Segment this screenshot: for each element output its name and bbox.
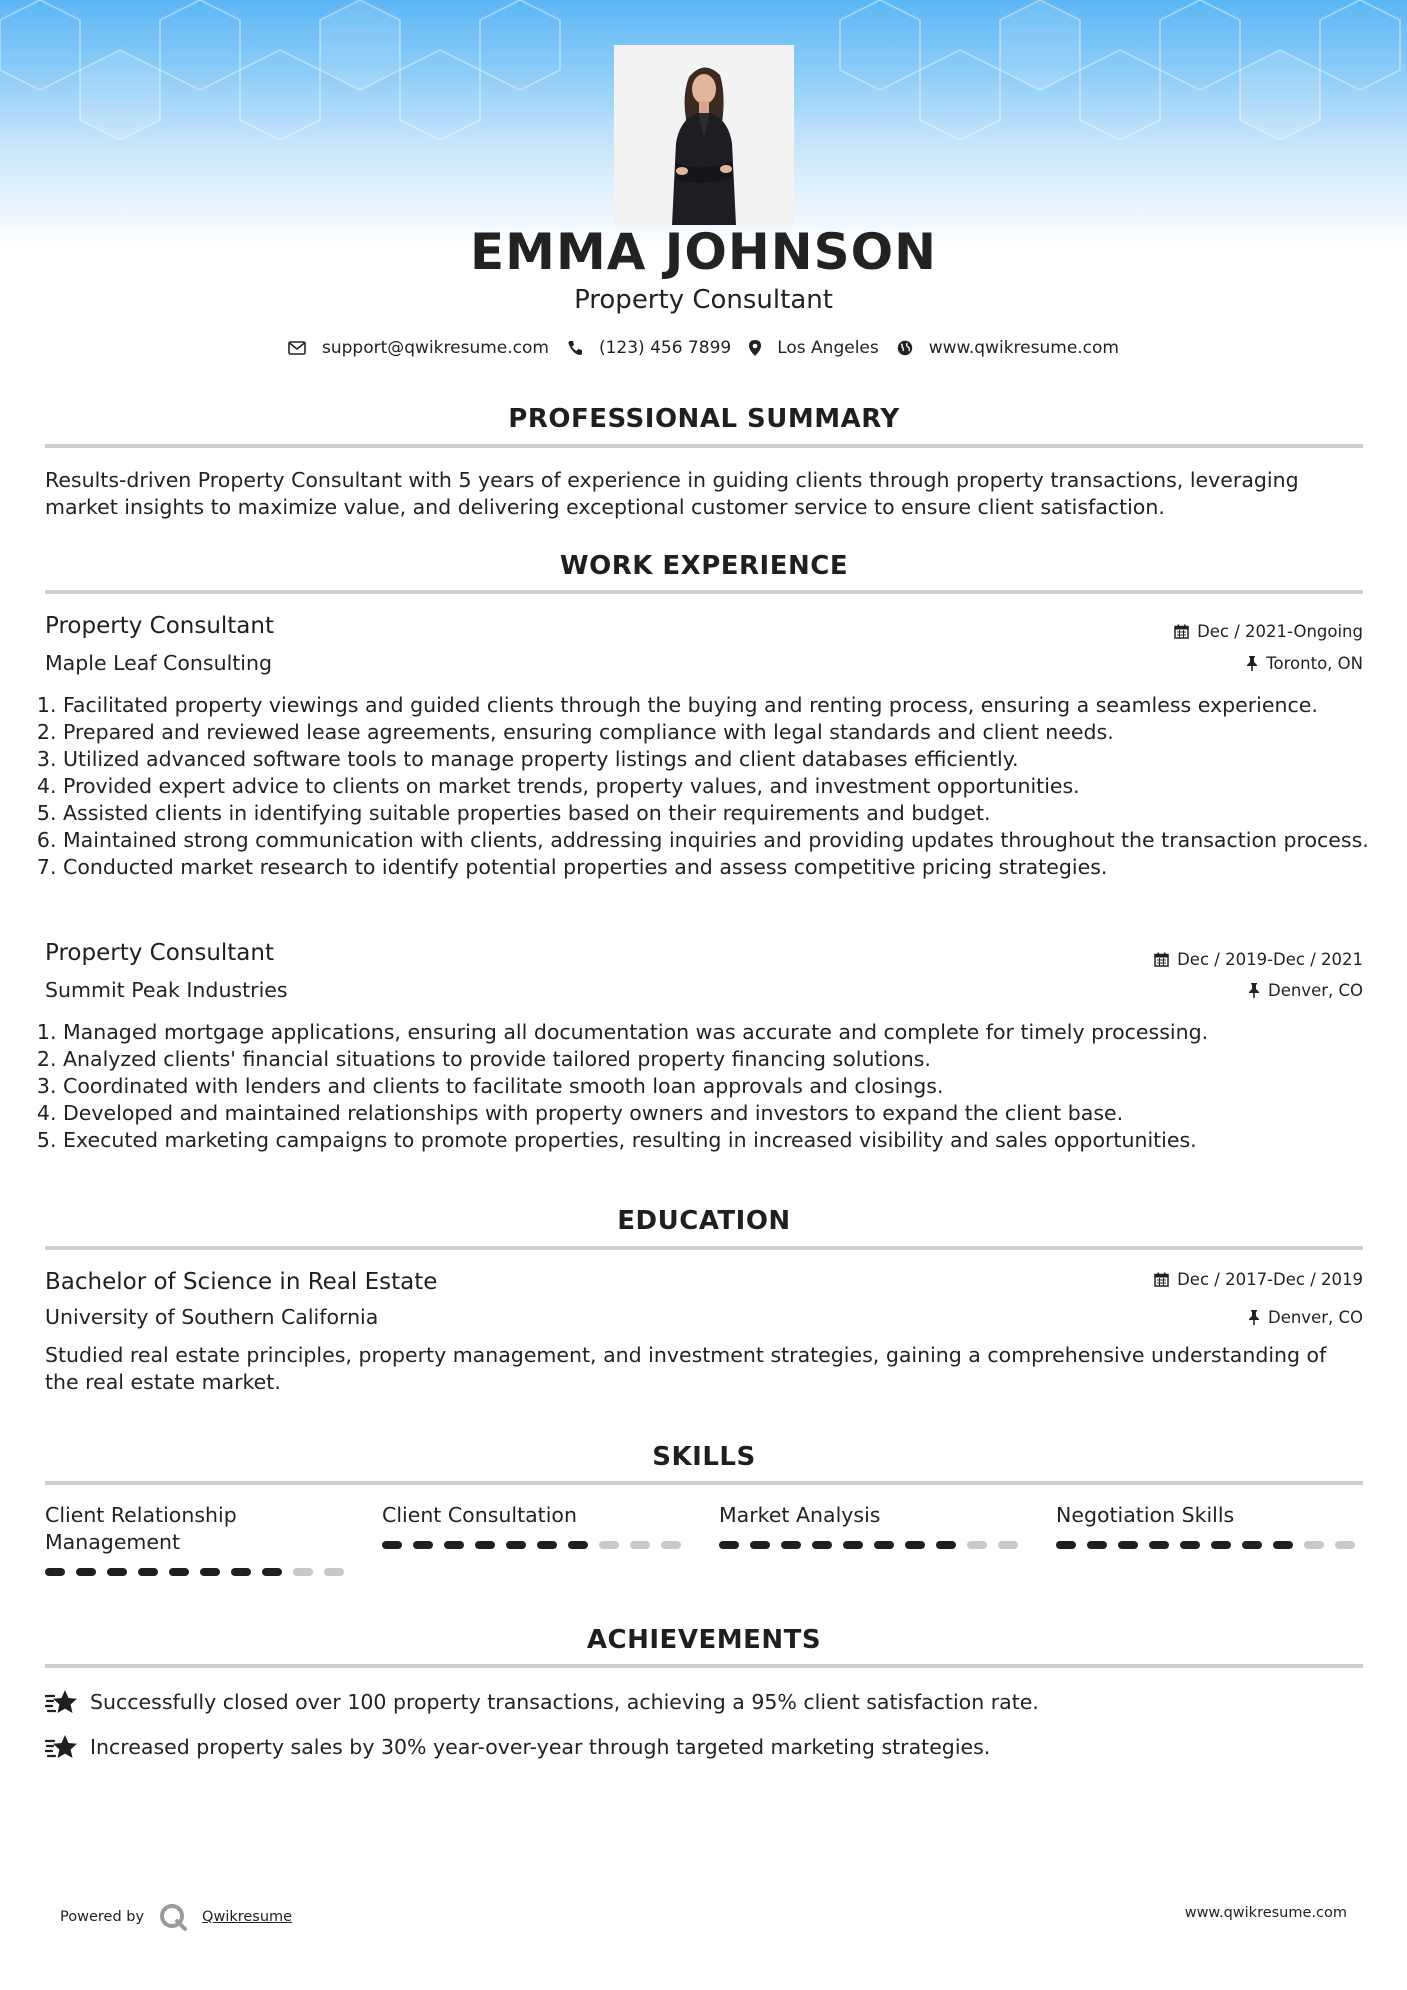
rating-dot-filled xyxy=(936,1541,956,1549)
education-heading: EDUCATION xyxy=(617,1206,791,1236)
rating-dot-filled xyxy=(45,1568,65,1576)
rating-dot-empty xyxy=(998,1541,1018,1549)
job-date-text: Dec / 2021-Ongoing xyxy=(1197,622,1363,641)
achievement-text: Increased property sales by 30% year-over-year through targeted marketing strategies. xyxy=(90,1735,991,1759)
summary-text: Results-driven Property Consultant with 5 years of experience in guiding clients through property transactions, leveraging market insights to maximize value, and delivering exceptional customer service to ensure client satisfaction. xyxy=(45,468,1299,519)
education-location-text: Denver, CO xyxy=(1267,1308,1363,1327)
job-title: Property Consultant xyxy=(45,613,275,639)
map-pin-icon xyxy=(749,340,761,356)
summary-divider xyxy=(45,444,1363,448)
rating-dot-filled xyxy=(568,1541,588,1549)
rating-dot-empty xyxy=(630,1541,650,1549)
skill-name: Negotiation Skills xyxy=(1056,1503,1235,1527)
rating-dot-filled xyxy=(1118,1541,1138,1549)
skill-name: Market Analysis xyxy=(719,1503,881,1527)
skill-item xyxy=(382,1502,682,1549)
brand-link[interactable]: Qwikresume xyxy=(202,1909,293,1925)
profile-photo xyxy=(614,45,794,225)
rating-dot-filled xyxy=(506,1541,526,1549)
website-text: www.qwikresume.com xyxy=(928,338,1119,358)
job-date xyxy=(1174,622,1363,641)
rating-dot-filled xyxy=(413,1541,433,1549)
skill-rating xyxy=(1056,1541,1356,1549)
experience-heading: WORK EXPERIENCE xyxy=(559,551,849,581)
education-degree: Bachelor of Science in Real Estate xyxy=(45,1269,438,1295)
calendar-icon xyxy=(1154,952,1169,967)
summary-heading: PROFESSIONAL SUMMARY xyxy=(508,404,900,434)
rating-dot-empty xyxy=(324,1568,344,1576)
rating-dot-filled xyxy=(1149,1541,1169,1549)
list-item: 3. Coordinated with lenders and clients to facilitate smooth loan approvals and closings. xyxy=(63,1073,1385,1100)
skill-item xyxy=(1056,1502,1356,1549)
education-school: University of Southern California xyxy=(45,1305,379,1329)
job-date xyxy=(1154,950,1363,969)
rating-dot-filled xyxy=(76,1568,96,1576)
candidate-name: EMMA JOHNSON xyxy=(470,223,937,281)
pushpin-icon xyxy=(1246,656,1258,671)
rating-dot-filled xyxy=(200,1568,220,1576)
list-item: 4. Developed and maintained relationships with property owners and investors to expand the client base. xyxy=(63,1100,1385,1127)
experience-divider xyxy=(45,590,1363,594)
skill-rating xyxy=(719,1541,1019,1549)
job-location-text: Denver, CO xyxy=(1267,981,1363,1000)
job-location xyxy=(1246,654,1363,673)
shooting-star-icon xyxy=(45,1688,78,1716)
achievement-item xyxy=(45,1733,990,1761)
rating-dot-filled xyxy=(475,1541,495,1549)
education-date xyxy=(1154,1270,1363,1289)
rating-dot-empty xyxy=(967,1541,987,1549)
rating-dot-filled xyxy=(905,1541,925,1549)
pushpin-icon xyxy=(1248,983,1260,998)
rating-dot-empty xyxy=(1304,1541,1324,1549)
rating-dot-filled xyxy=(138,1568,158,1576)
shooting-star-icon xyxy=(45,1733,78,1761)
rating-dot-filled xyxy=(382,1541,402,1549)
location-text: Los Angeles xyxy=(777,338,879,358)
rating-dot-filled xyxy=(843,1541,863,1549)
rating-dot-filled xyxy=(169,1568,189,1576)
skills-divider xyxy=(45,1481,1363,1485)
rating-dot-empty xyxy=(599,1541,619,1549)
rating-dot-filled xyxy=(812,1541,832,1549)
rating-dot-filled xyxy=(444,1541,464,1549)
rating-dot-filled xyxy=(874,1541,894,1549)
globe-icon xyxy=(897,340,913,356)
skills-heading: SKILLS xyxy=(652,1442,756,1472)
rating-dot-filled xyxy=(231,1568,251,1576)
contact-phone[interactable] xyxy=(567,338,731,358)
footer-powered-by xyxy=(60,1902,292,1932)
job-location xyxy=(1248,981,1363,1000)
candidate-role: Property Consultant xyxy=(574,285,833,315)
achievements-heading: ACHIEVEMENTS xyxy=(586,1625,822,1655)
list-item: 2. Prepared and reviewed lease agreements, ensuring compliance with legal standards and client needs. xyxy=(63,719,1385,746)
list-item: 4. Provided expert advice to clients on market trends, property values, and investment opportunities. xyxy=(63,773,1385,800)
calendar-icon xyxy=(1174,624,1189,639)
list-item: 3. Utilized advanced software tools to manage property listings and client databases efficiently. xyxy=(63,746,1385,773)
education-date-text: Dec / 2017-Dec / 2019 xyxy=(1177,1270,1363,1289)
calendar-icon xyxy=(1154,1272,1169,1287)
list-item: 1. Facilitated property viewings and guided clients through the buying and renting process, ensuring a seamless experience. xyxy=(63,692,1385,719)
job-title: Property Consultant xyxy=(45,940,275,966)
rating-dot-filled xyxy=(719,1541,739,1549)
footer-website[interactable]: www.qwikresume.com xyxy=(1184,1905,1347,1921)
list-item: 2. Analyzed clients' financial situations to provide tailored property financing solutions. xyxy=(63,1046,1385,1073)
rating-dot-filled xyxy=(781,1541,801,1549)
list-item: 5. Assisted clients in identifying suitable properties based on their requirements and budget. xyxy=(63,800,1385,827)
education-divider xyxy=(45,1246,1363,1250)
contact-email[interactable] xyxy=(288,338,549,358)
job-company: Maple Leaf Consulting xyxy=(45,651,273,675)
skill-item xyxy=(719,1502,1019,1549)
list-item: 1. Managed mortgage applications, ensuring all documentation was accurate and complete for timely processing. xyxy=(63,1019,1385,1046)
rating-dot-filled xyxy=(1273,1541,1293,1549)
achievement-text: Successfully closed over 100 property transactions, achieving a 95% client satisfaction rate. xyxy=(90,1690,1039,1714)
list-item: 6. Maintained strong communication with clients, addressing inquiries and providing updates throughout the transaction process. xyxy=(63,827,1385,854)
skill-name: Client Consultation xyxy=(382,1503,577,1527)
skill-rating xyxy=(45,1568,345,1576)
job-responsibilities xyxy=(45,692,1385,881)
powered-by-label: Powered by xyxy=(60,1909,145,1925)
job-location-text: Toronto, ON xyxy=(1266,654,1363,673)
education-description: Studied real estate principles, property management, and investment strategies, gaining a comprehensive understanding of the real estate market. xyxy=(45,1343,1327,1394)
rating-dot-empty xyxy=(1335,1541,1355,1549)
skill-item xyxy=(45,1502,345,1576)
rating-dot-empty xyxy=(293,1568,313,1576)
rating-dot-filled xyxy=(1242,1541,1262,1549)
rating-dot-empty xyxy=(661,1541,681,1549)
skill-rating xyxy=(382,1541,682,1549)
rating-dot-filled xyxy=(107,1568,127,1576)
qwikresume-logo-icon xyxy=(158,1902,188,1932)
contact-location xyxy=(749,338,879,358)
rating-dot-filled xyxy=(750,1541,770,1549)
rating-dot-filled xyxy=(1180,1541,1200,1549)
achievements-divider xyxy=(45,1664,1363,1668)
rating-dot-filled xyxy=(262,1568,282,1576)
rating-dot-filled xyxy=(1056,1541,1076,1549)
envelope-icon xyxy=(288,341,306,355)
contact-bar xyxy=(0,338,1407,358)
job-responsibilities xyxy=(45,1019,1385,1154)
email-text: support@qwikresume.com xyxy=(322,338,549,358)
job-date-text: Dec / 2019-Dec / 2021 xyxy=(1177,950,1363,969)
contact-website[interactable] xyxy=(897,338,1119,358)
list-item: 7. Conducted market research to identify potential properties and assess competitive pricing strategies. xyxy=(63,854,1385,881)
pushpin-icon xyxy=(1248,1310,1260,1325)
job-company: Summit Peak Industries xyxy=(45,978,288,1002)
phone-text: (123) 456 7899 xyxy=(598,338,732,358)
education-location xyxy=(1248,1308,1363,1327)
rating-dot-filled xyxy=(1211,1541,1231,1549)
skill-name: Client Relationship Management xyxy=(45,1503,237,1554)
rating-dot-filled xyxy=(1087,1541,1107,1549)
rating-dot-filled xyxy=(537,1541,557,1549)
phone-icon xyxy=(567,340,583,356)
list-item: 5. Executed marketing campaigns to promote properties, resulting in increased visibility and sales opportunities. xyxy=(63,1127,1385,1154)
achievement-item xyxy=(45,1688,1039,1716)
